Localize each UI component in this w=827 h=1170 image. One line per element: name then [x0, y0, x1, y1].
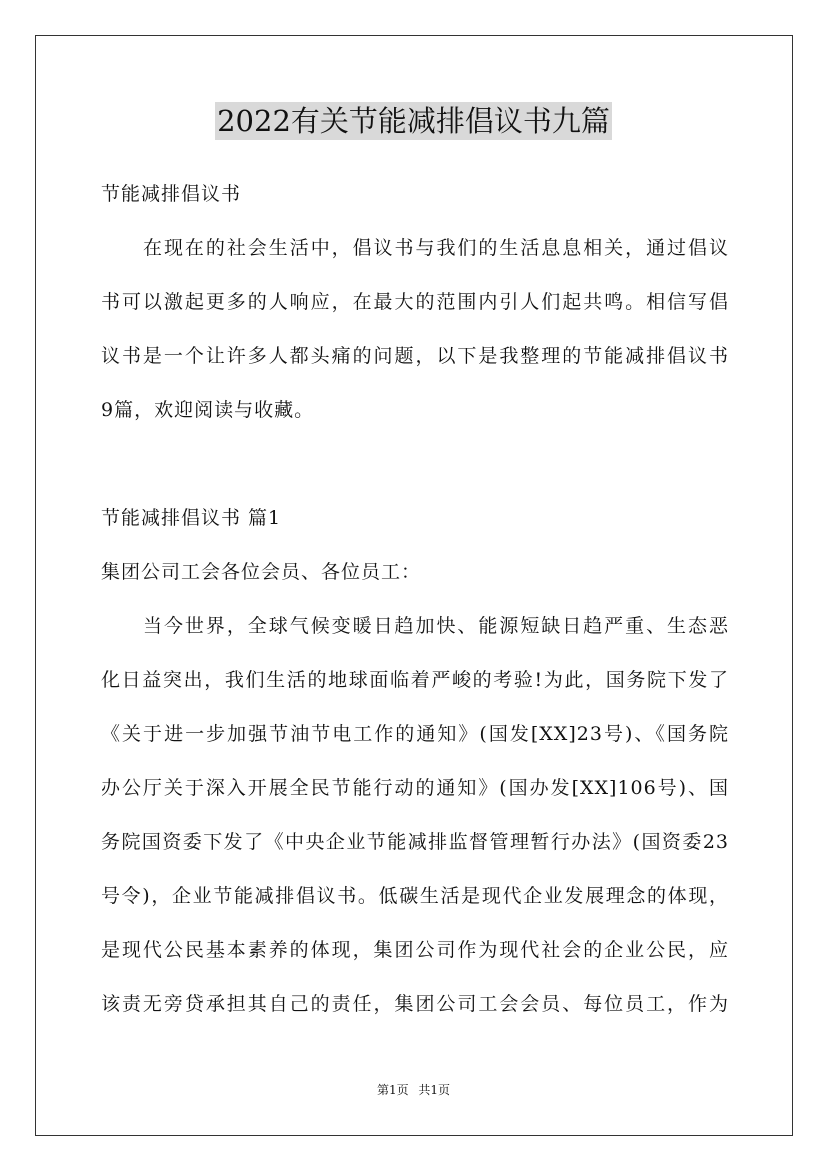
salutation: 集团公司工会各位会员、各位员工：: [101, 561, 422, 583]
paragraph-line: 号令)，企业节能减排倡议书。低碳生活是现代企业发展理念的体现，: [101, 885, 729, 907]
paragraph-line: 在现在的社会生活中，倡议书与我们的生活息息相关，通过倡议: [143, 237, 729, 259]
paragraph-line: 议书是一个让许多人都头痛的问题，以下是我整理的节能减排倡议书: [101, 345, 729, 367]
paragraph-line: 《关于进一步加强节油节电工作的通知》(国发[XX]23号)、《国务院: [101, 723, 729, 745]
title-container: [0, 102, 827, 140]
section-heading: 节能减排倡议书: [101, 183, 242, 205]
paragraph-line: 是现代公民基本素养的体现，集团公司作为现代社会的企业公民，应: [101, 939, 729, 961]
paragraph-line: 9篇，欢迎阅读与收藏。: [101, 399, 315, 421]
paragraph-line: 该责无旁贷承担其自己的责任，集团公司工会会员、每位员工，作为: [101, 993, 729, 1015]
section-heading: 节能减排倡议书 篇1: [101, 507, 282, 529]
paragraph-line: 当今世界，全球气候变暖日趋加快、能源短缺日趋严重、生态恶: [143, 615, 729, 637]
paragraph-line: 化日益突出，我们生活的地球面临着严峻的考验!为此，国务院下发了: [101, 669, 729, 691]
paragraph-line: 办公厅关于深入开展全民节能行动的通知》(国办发[XX]106号)、国: [101, 777, 729, 799]
page-number-current: 第1页: [376, 1083, 409, 1097]
page-number-total: 共1页: [418, 1083, 451, 1097]
paragraph-line: 务院国资委下发了《中央企业节能减排监督管理暂行办法》(国资委23: [101, 831, 729, 853]
paragraph-line: 书可以激起更多的人响应，在最大的范围内引人们起共鸣。相信写倡: [101, 291, 729, 313]
page-footer: [0, 1082, 827, 1098]
document-title: 2022有关节能减排倡议书九篇: [217, 104, 610, 138]
